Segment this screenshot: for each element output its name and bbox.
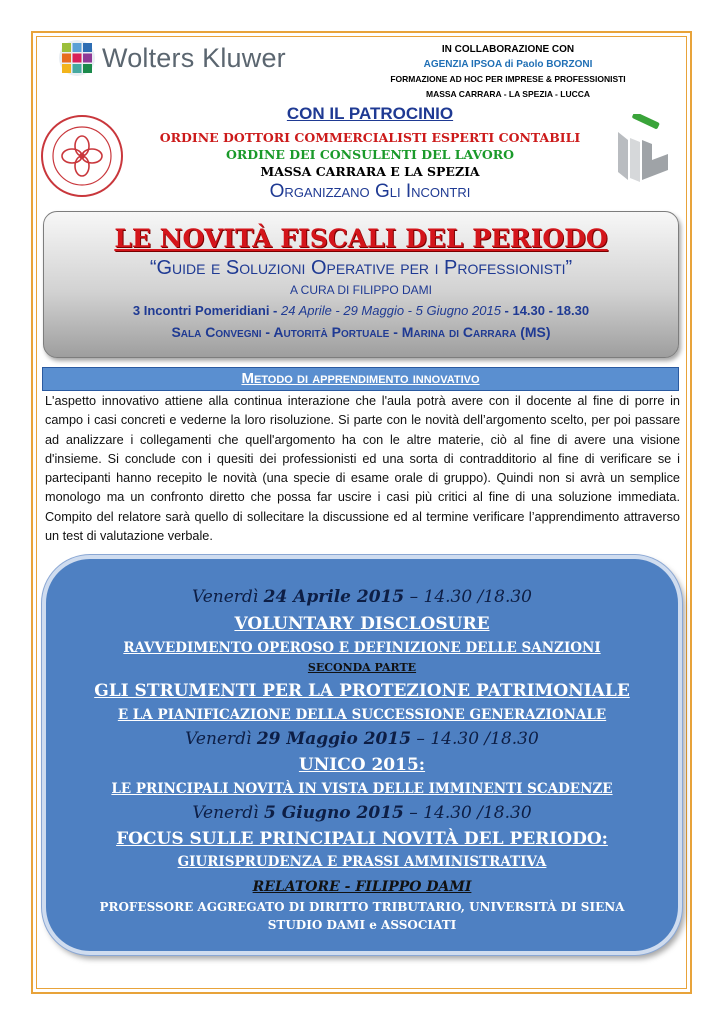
topic-4-title: FOCUS SULLE PRINCIPALI NOVITÀ DEL PERIODO: bbox=[116, 829, 608, 849]
organize-line: Organizzano Gli Incontri bbox=[269, 181, 471, 202]
speaker-role-1: PROFESSORE AGGREGATO DI DIRITTO TRIBUTARIO, UNIVERSITÀ DI SIENA bbox=[99, 900, 625, 914]
date-3-date: 5 Giugno 2015 bbox=[263, 803, 404, 823]
date-2-date: 29 Maggio 2015 bbox=[256, 729, 412, 749]
wolters-kluwer-mark-icon bbox=[58, 39, 96, 77]
topic-2-title: GLI STRUMENTI PER LA PROTEZIONE PATRIMONIALE bbox=[94, 681, 630, 701]
patronage-org-2: ORDINE DEI CONSULENTI DEL LAVORO bbox=[225, 147, 514, 162]
date-1-day: Venerdì bbox=[192, 587, 264, 607]
collab-line-4: MASSA CARRARA - LA SPEZIA - LUCCA bbox=[425, 89, 590, 99]
topic-3-subtitle: LE PRINCIPALI NOVITÀ IN VISTA DELLE IMMINENTI SCADENZE bbox=[111, 781, 613, 797]
date-3-day: Venerdì bbox=[192, 803, 264, 823]
patronage-org-3: MASSA CARRARA E LA SPEZIA bbox=[260, 164, 480, 179]
date-1 bbox=[46, 587, 678, 607]
speaker-name: RELATORE - FILIPPO DAMI bbox=[252, 879, 472, 895]
program-box bbox=[42, 555, 682, 955]
date-1-time: – 14.30 /18.30 bbox=[404, 587, 532, 607]
date-2-time: – 14.30 /18.30 bbox=[411, 729, 539, 749]
labour-consultants-logo-icon bbox=[612, 114, 674, 186]
method-heading: Metodo di apprendimento innovativo bbox=[42, 367, 679, 391]
event-title: LE NOVITÀ FISCALI DEL PERIODO bbox=[114, 224, 608, 253]
event-venue: Sala Convegni - Autorità Portuale - Marina di Carrara (MS) bbox=[171, 324, 551, 340]
sessions-prefix: 3 Incontri Pomeridiani - bbox=[132, 303, 281, 318]
topic-4-subtitle: GIURISPRUDENZA E PRASSI AMMINISTRATIVA bbox=[177, 854, 547, 870]
logo-text: Wolters Kluwer bbox=[102, 43, 286, 73]
patronage-org-1: ORDINE DOTTORI COMMERCIALISTI ESPERTI CONTABILI bbox=[159, 130, 581, 145]
topic-1-subtitle: RAVVEDIMENTO OPEROSO E DEFINIZIONE DELLE SANZIONI bbox=[123, 640, 601, 656]
patronage-block bbox=[130, 104, 610, 203]
event-title-box bbox=[43, 211, 679, 358]
sessions-dates: 24 Aprile - 29 Maggio - 5 Giugno 2015 bbox=[280, 303, 501, 318]
collab-line-2: AGENZIA IPSOA di Paolo BORZONI bbox=[423, 59, 593, 70]
topic-1-part: SECONDA PARTE bbox=[307, 661, 417, 674]
date-1-date: 24 Aprile 2015 bbox=[263, 587, 405, 607]
date-3 bbox=[46, 803, 678, 823]
event-sessions bbox=[44, 303, 678, 318]
speaker-role-2: STUDIO DAMI e ASSOCIATI bbox=[267, 918, 457, 932]
topic-3-title: UNICO 2015: bbox=[298, 755, 426, 775]
collaboration-block bbox=[360, 42, 656, 102]
topic-1-title: VOLUNTARY DISCLOSURE bbox=[234, 614, 490, 634]
date-2-day: Venerdì bbox=[185, 729, 257, 749]
event-subtitle: “Guide e Soluzioni Operative per i Professionisti” bbox=[149, 257, 573, 279]
topic-2-subtitle: E LA PIANIFICAZIONE DELLA SUCCESSIONE GENERAZIONALE bbox=[117, 707, 607, 723]
method-description: L'aspetto innovativo attiene alla continua interazione che l'aula potrà avere con il docente al fine di porre in campo i casi concreti e vederne la loro risoluzione. Si parte con le novità dell’argomento scelto, per poi passare ad analizzare i collegamenti che quell'argomento ha con le altre materie, ciò al fine di avere una visione d'insieme. Si conclude con i quesiti dei professionisti ed una sorta di contradditorio al fine di verificare se i partecipanti hanno recepito le novità (una specie di esame orale di gruppo). Quindi non si avrà un semplice monologo ma un confronto diretto che possa far uscire i casi più critici al fine di una soluzione immediata. Compito del relatore sarà quello di sollecitare la discussione ed al termine verificare l’apprendimento attraverso un test di valutazione verbale. bbox=[45, 394, 680, 544]
date-3-time: – 14.30 /18.30 bbox=[403, 803, 532, 823]
wolters-kluwer-logo bbox=[58, 37, 298, 87]
sessions-time: - 14.30 - 18.30 bbox=[500, 303, 590, 318]
collab-line-1: IN COLLABORAZIONE CON bbox=[441, 44, 575, 55]
date-2 bbox=[46, 729, 678, 749]
order-seal-icon bbox=[38, 112, 126, 200]
event-curated-by: A CURA DI FILIPPO DAMI bbox=[289, 283, 433, 297]
collab-line-3: FORMAZIONE AD HOC PER IMPRESE & PROFESSIONISTI bbox=[390, 74, 626, 84]
patronage-title: CON IL PATROCINIO bbox=[286, 104, 454, 123]
